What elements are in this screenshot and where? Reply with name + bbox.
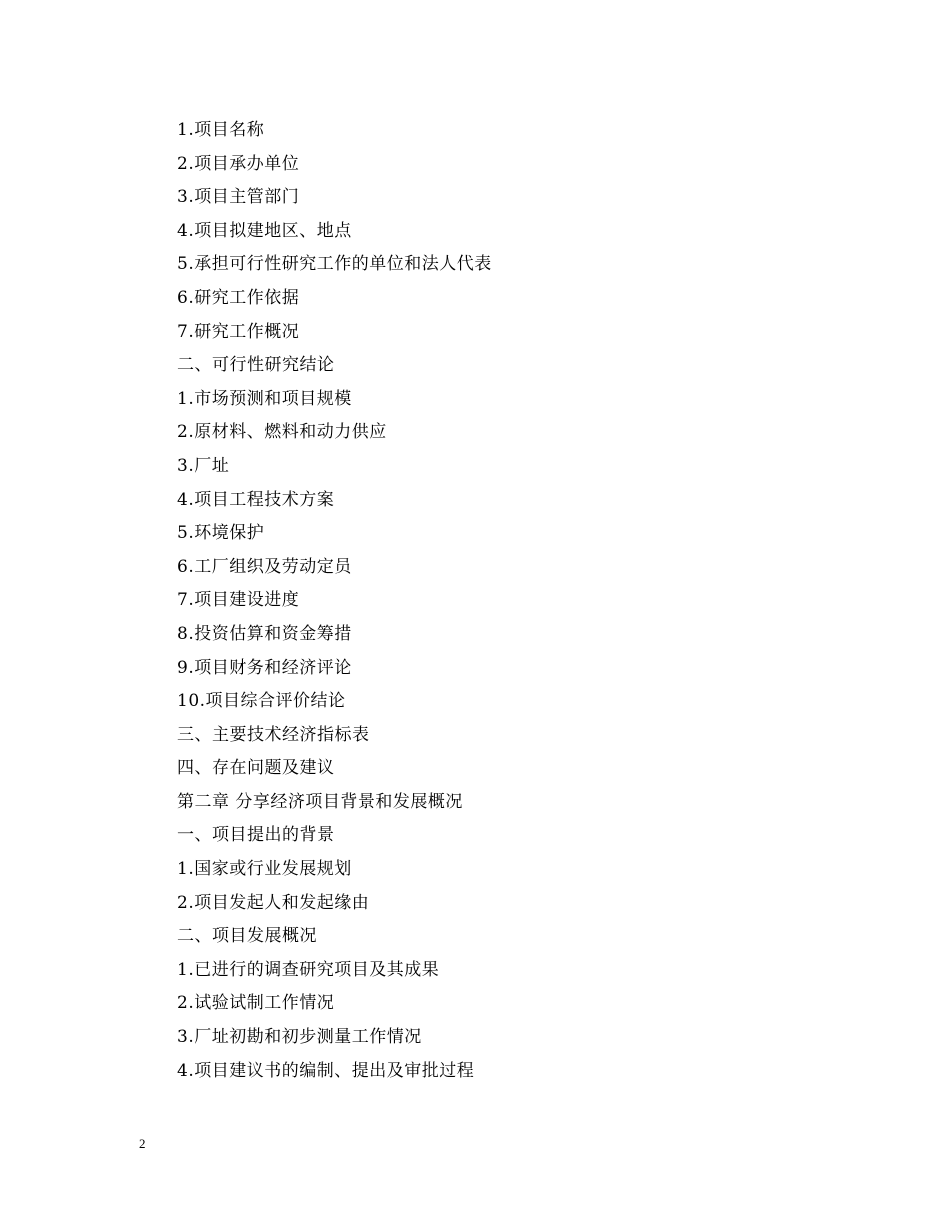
document-body: [177, 114, 877, 1088]
section-heading-project-background: 一、项目提出的背景: [177, 825, 335, 846]
section-heading-development-overview: 二、项目发展概况: [177, 926, 317, 947]
outline-item-initiator: 2.项目发起人和发起缘由: [177, 892, 370, 913]
page-number: 2: [139, 1136, 146, 1151]
outline-item-research-unit: 5.承担可行性研究工作的单位和法人代表: [177, 254, 492, 275]
outline-item-research-overview: 7.研究工作概况: [177, 321, 300, 342]
outline-item-completed-research: 1.已进行的调查研究项目及其成果: [177, 959, 440, 980]
outline-item-environmental-protection: 5.环境保护: [177, 523, 265, 544]
outline-item-trial-production: 2.试验试制工作情况: [177, 993, 335, 1014]
outline-item-undertaking-unit: 2.项目承办单位: [177, 153, 300, 174]
section-heading-indicators-table: 三、主要技术经济指标表: [177, 724, 370, 745]
section-heading-issues-suggestions: 四、存在问题及建议: [177, 758, 335, 779]
outline-item-competent-department: 3.项目主管部门: [177, 187, 300, 208]
outline-item-construction-schedule: 7.项目建设进度: [177, 590, 300, 611]
outline-item-engineering-plan: 4.项目工程技术方案: [177, 489, 335, 510]
outline-item-national-plan: 1.国家或行业发展规划: [177, 859, 352, 880]
outline-item-raw-materials: 2.原材料、燃料和动力供应: [177, 422, 387, 443]
section-heading-feasibility-conclusion: 二、可行性研究结论: [177, 355, 335, 376]
outline-item-proposed-location: 4.项目拟建地区、地点: [177, 220, 352, 241]
outline-item-overall-evaluation: 10.项目综合评价结论: [177, 691, 346, 712]
outline-item-project-name: 1.项目名称: [177, 120, 265, 140]
outline-item-plant-site: 3.厂址: [177, 455, 230, 476]
outline-item-site-survey: 3.厂址初勘和初步测量工作情况: [177, 1027, 422, 1048]
outline-item-research-basis: 6.研究工作依据: [177, 287, 300, 308]
chapter-heading-chapter-two: 第二章 分享经济项目背景和发展概况: [177, 791, 463, 812]
outline-item-proposal-approval: 4.项目建议书的编制、提出及审批过程: [177, 1060, 475, 1081]
outline-item-market-forecast: 1.市场预测和项目规模: [177, 388, 352, 409]
outline-item-factory-organization: 6.工厂组织及劳动定员: [177, 556, 352, 577]
outline-item-investment-estimate: 8.投资估算和资金筹措: [177, 623, 352, 644]
outline-item-financial-evaluation: 9.项目财务和经济评论: [177, 657, 352, 678]
